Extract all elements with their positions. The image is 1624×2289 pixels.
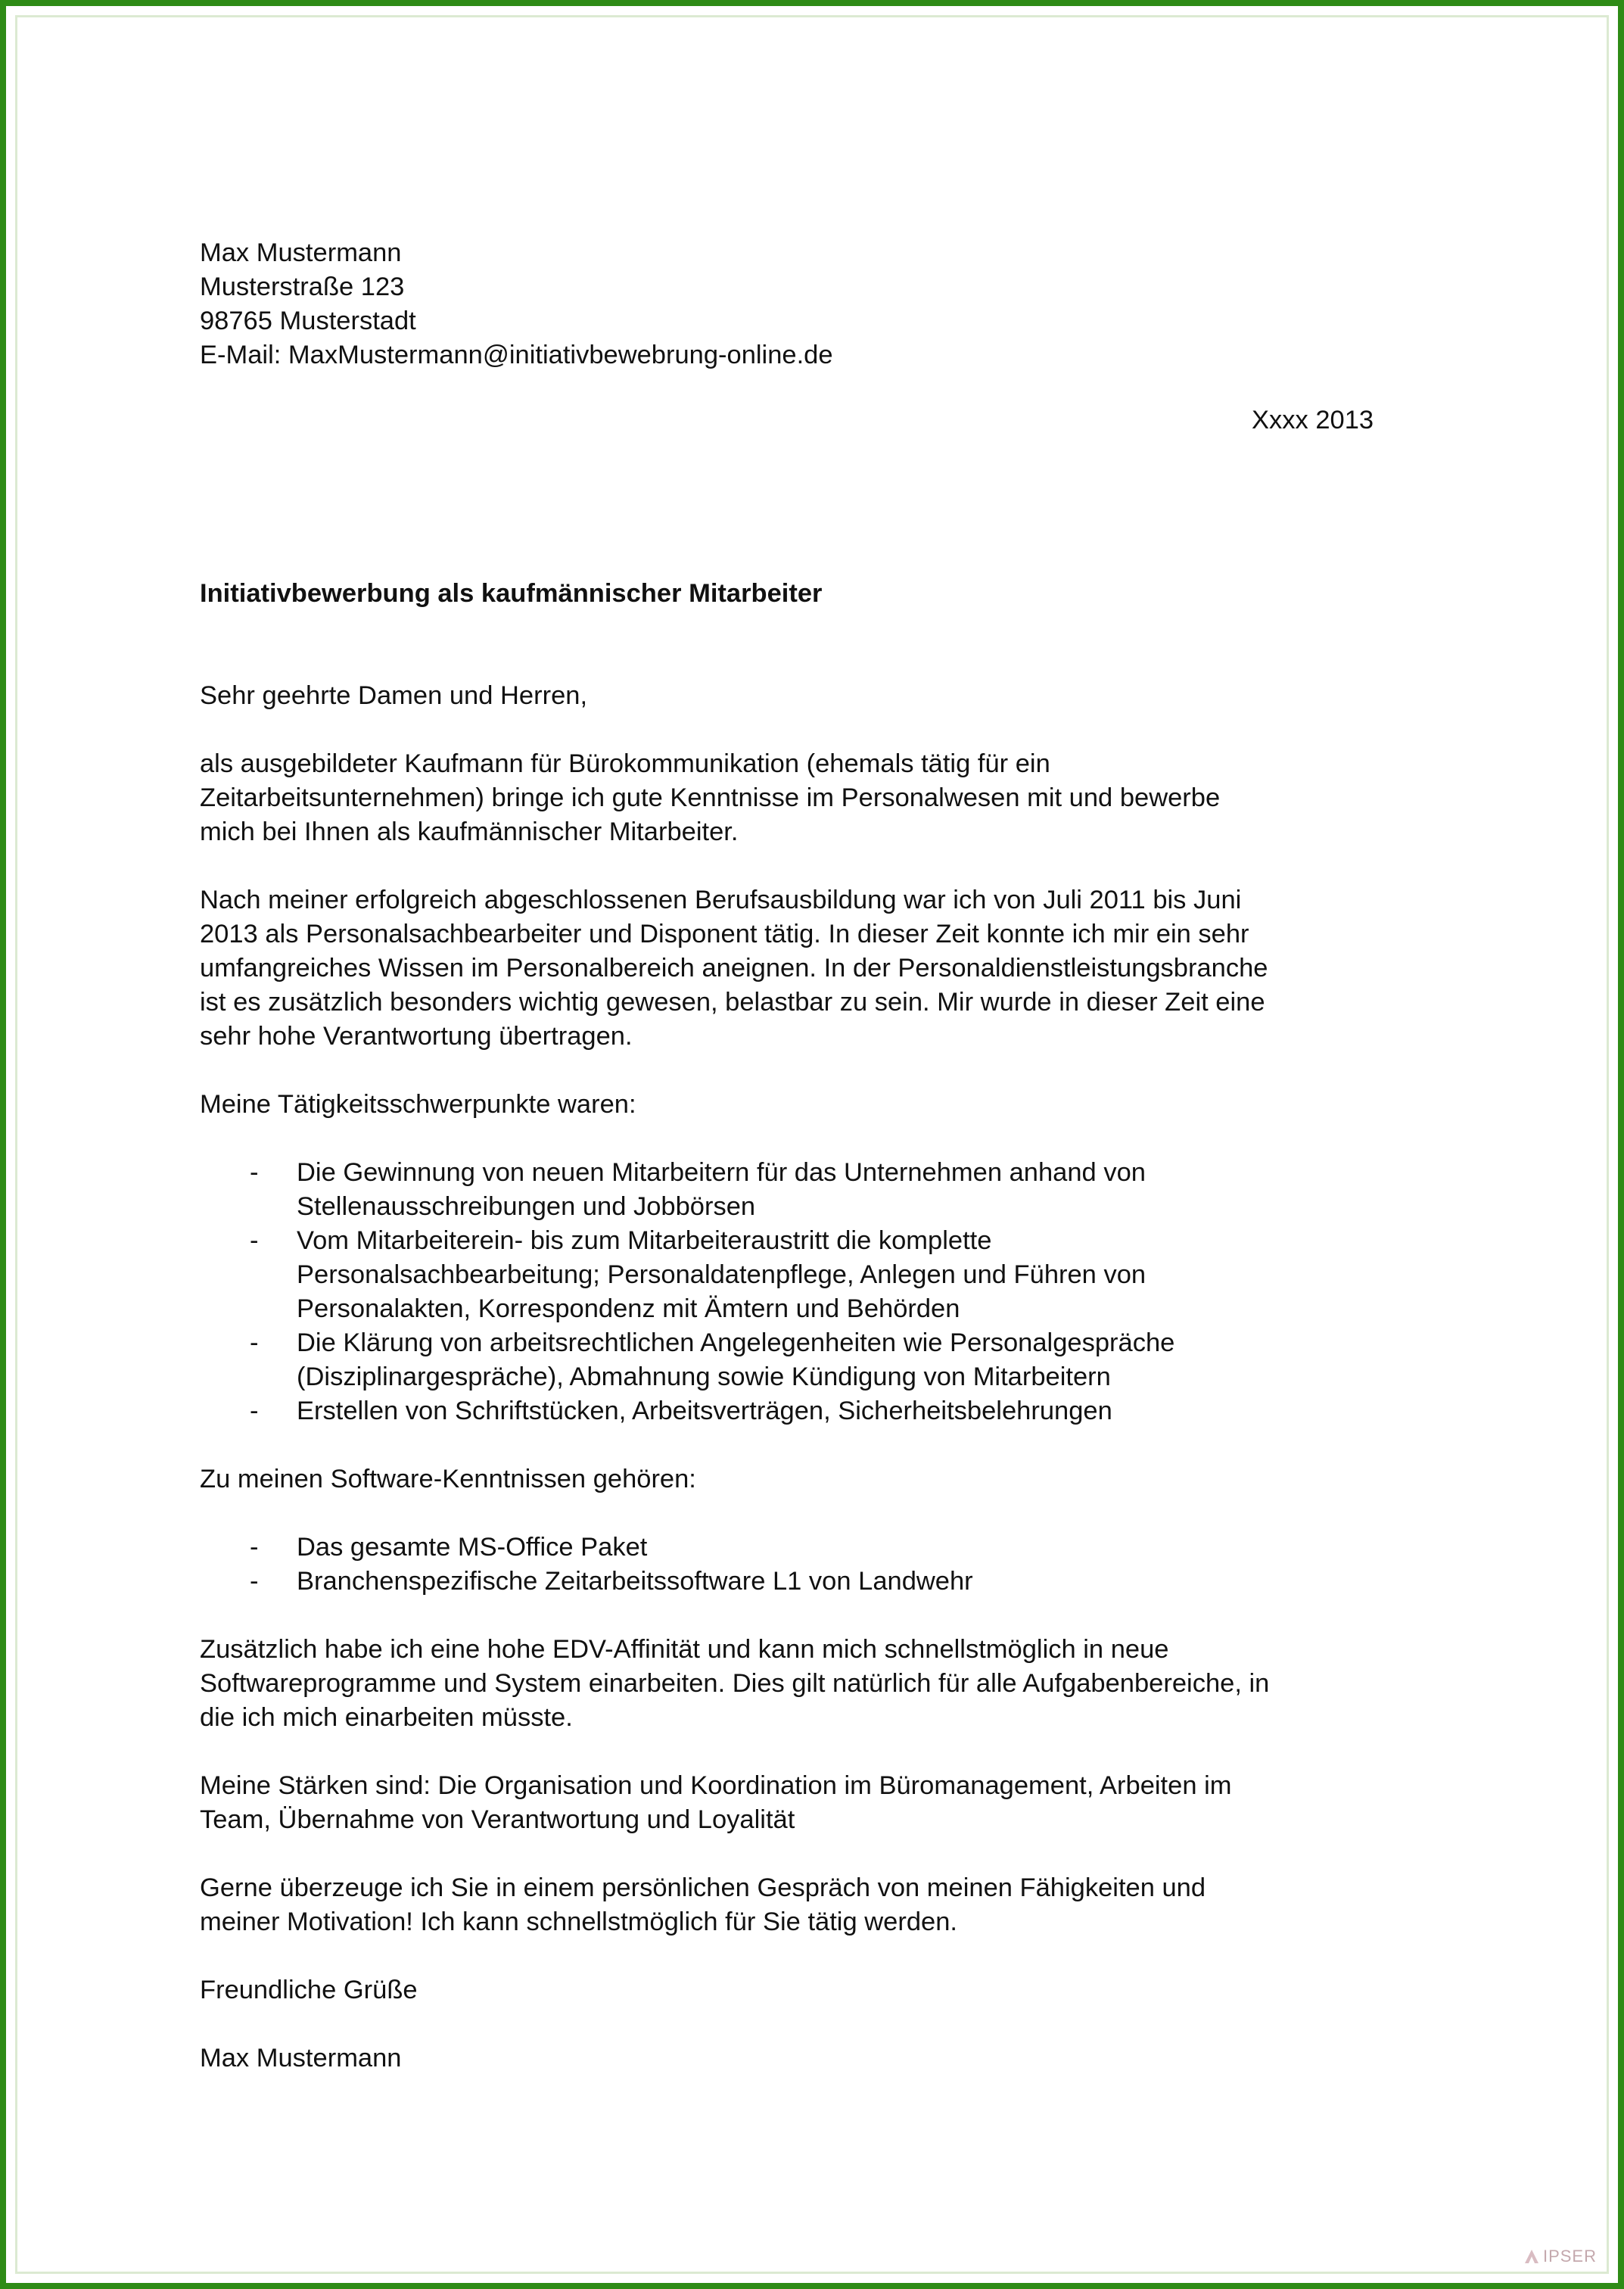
list-dash: - <box>250 1567 259 1596</box>
paragraph-intro <box>200 747 1456 849</box>
list-item <box>200 1326 1456 1394</box>
paragraph-line: mich bei Ihnen als kaufmännischer Mitarbeiter. <box>200 818 739 846</box>
paragraph-edv <box>200 1633 1456 1735</box>
paragraph-line: Softwareprogramme und System einarbeiten. Dies gilt natürlich für alle Aufgabenbereiche, in <box>200 1669 1270 1698</box>
list-item-line: Erstellen von Schriftstücken, Arbeitsverträgen, Sicherheitsbelehrungen <box>297 1397 1112 1425</box>
list-item <box>200 1531 1456 1565</box>
paragraph-line: Nach meiner erfolgreich abgeschlossenen Berufsausbildung war ich von Juli 2011 bis Juni <box>200 886 1242 914</box>
salutation: Sehr geehrte Damen und Herren, <box>200 681 588 710</box>
list-item-line: Stellenausschreibungen und Jobbörsen <box>297 1192 756 1221</box>
sender-city: 98765 Musterstadt <box>200 307 416 335</box>
paragraph-line: Meine Stärken sind: Die Organisation und Koordination im Büromanagement, Arbeiten im <box>200 1771 1232 1800</box>
watermark-text: IPSER <box>1542 2247 1597 2266</box>
watermark <box>1523 2247 1597 2266</box>
closing-phrase: Freundliche Grüße <box>200 1976 418 2004</box>
list-item-line: Branchenspezifische Zeitarbeitssoftware L1 von Landwehr <box>297 1567 973 1596</box>
paragraph-line: 2013 als Personalsachbearbeiter und Disponent tätig. In dieser Zeit konnte ich mir ein sehr <box>200 920 1249 948</box>
paragraph-line: als ausgebildeter Kaufmann für Bürokommunikation (ehemals tätig für ein <box>200 749 1050 778</box>
sender-address <box>200 236 1441 372</box>
paragraph-line: sehr hohe Verantwortung übertragen. <box>200 1022 633 1051</box>
list-item <box>200 1156 1456 1224</box>
paragraph-line: Gerne überzeuge ich Sie in einem persönlichen Gespräch von meinen Fähigkeiten und <box>200 1873 1206 1902</box>
list-item <box>200 1224 1456 1326</box>
paragraph-line: ist es zusätzlich besonders wichtig gewesen, belastbar zu sein. Mir wurde in dieser Zeit eine <box>200 988 1265 1017</box>
paragraph-line: meiner Motivation! Ich kann schnellstmöglich für Sie tätig werden. <box>200 1908 957 1936</box>
list-item-line: Die Gewinnung von neuen Mitarbeitern für das Unternehmen anhand von <box>297 1158 1146 1187</box>
signature-name: Max Mustermann <box>200 2044 402 2073</box>
focus-intro: Meine Tätigkeitsschwerpunkte waren: <box>200 1090 636 1119</box>
list-dash: - <box>250 1158 259 1187</box>
list-dash: - <box>250 1226 259 1255</box>
list-item-line: (Disziplinargespräche), Abmahnung sowie Kündigung von Mitarbeitern <box>297 1362 1111 1391</box>
paragraph-strengths <box>200 1769 1456 1837</box>
list-item-line: Personalakten, Korrespondenz mit Ämtern und Behörden <box>297 1294 960 1323</box>
sender-name: Max Mustermann <box>200 238 402 267</box>
list-dash: - <box>250 1533 259 1562</box>
letter-subject: Initiativbewerbung als kaufmännischer Mitarbeiter <box>200 579 823 608</box>
letter-date: Xxxx 2013 <box>1252 406 1374 434</box>
paragraph-line: die ich mich einarbeiten müsste. <box>200 1703 573 1732</box>
watermark-logo-icon <box>1523 2248 1540 2265</box>
sender-email: E-Mail: MaxMustermann@initiativbewebrung-online.de <box>200 341 833 369</box>
list-dash: - <box>250 1397 259 1425</box>
list-item-line: Personalsachbearbeitung; Personaldatenpflege, Anlegen und Führen von <box>297 1260 1146 1289</box>
sender-street: Musterstraße 123 <box>200 272 405 301</box>
list-item-line: Vom Mitarbeiterein- bis zum Mitarbeiteraustritt die komplette <box>297 1226 992 1255</box>
paragraph-line: Zeitarbeitsunternehmen) bringe ich gute Kenntnisse im Personalwesen mit und bewerbe <box>200 783 1221 812</box>
paragraph-line: Zusätzlich habe ich eine hohe EDV-Affinität und kann mich schnellstmöglich in neue <box>200 1635 1169 1664</box>
paragraph-experience <box>200 883 1456 1054</box>
list-item <box>200 1565 1456 1599</box>
paragraph-line: Team, Übernahme von Verantwortung und Loyalität <box>200 1805 795 1834</box>
letter-body <box>200 679 1456 2110</box>
paragraph-line: umfangreiches Wissen im Personalbereich aneignen. In der Personaldienstleistungsbranche <box>200 954 1268 983</box>
list-item-line: Die Klärung von arbeitsrechtlichen Angelegenheiten wie Personalgespräche <box>297 1328 1175 1357</box>
software-list <box>200 1531 1456 1599</box>
software-intro: Zu meinen Software-Kenntnissen gehören: <box>200 1465 696 1493</box>
list-item <box>200 1394 1456 1428</box>
paragraph-closing-remark <box>200 1871 1456 1939</box>
list-item-line: Das gesamte MS-Office Paket <box>297 1533 648 1562</box>
focus-list <box>200 1156 1456 1428</box>
list-dash: - <box>250 1328 259 1357</box>
